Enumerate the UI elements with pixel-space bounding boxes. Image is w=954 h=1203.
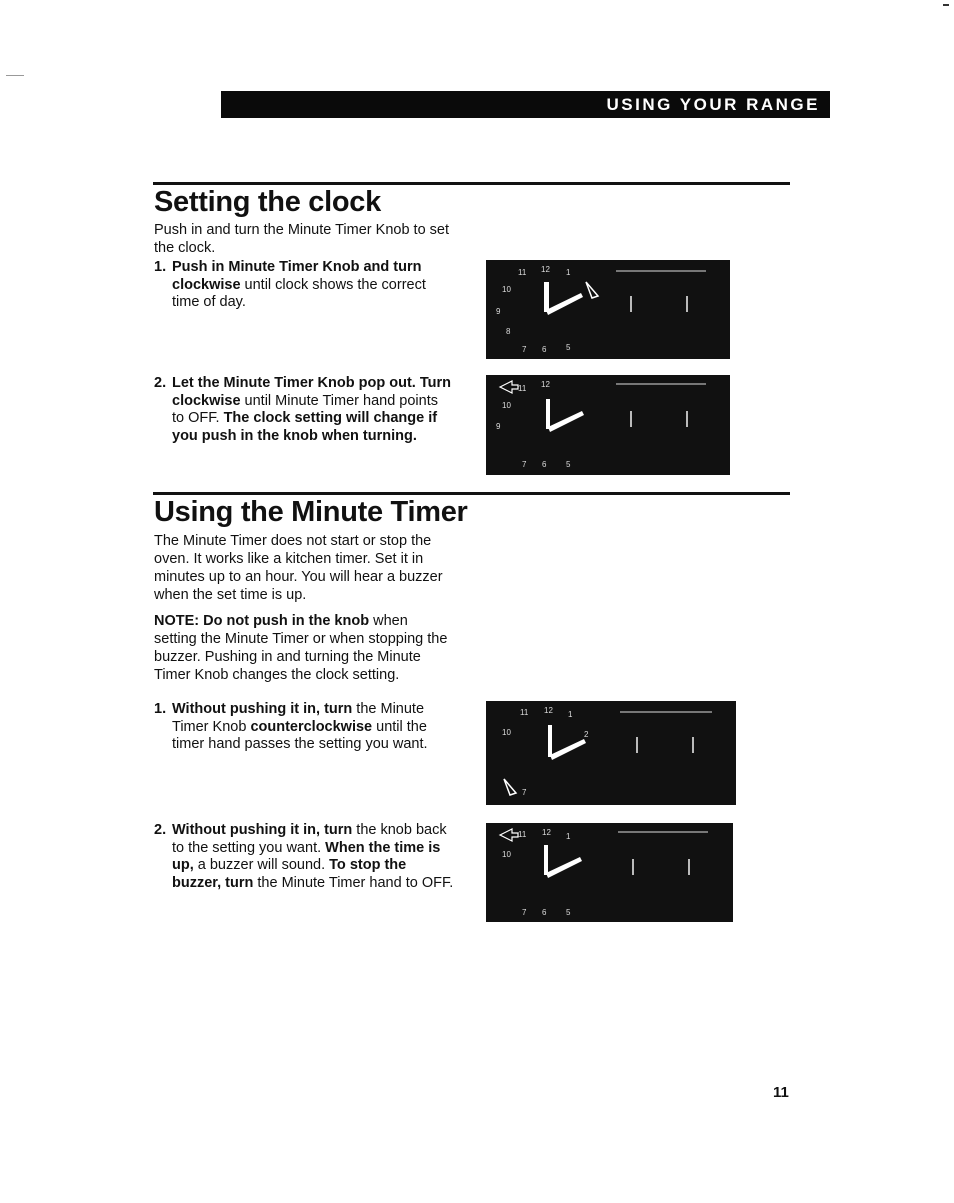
svg-text:6: 6	[542, 460, 547, 469]
svg-text:11: 11	[518, 268, 527, 277]
step-bold-text: Without pushing it in, turn	[172, 822, 353, 838]
svg-text:7: 7	[522, 788, 527, 797]
setting-clock-intro: Push in and turn the Minute Timer Knob to set the clock.	[154, 222, 449, 256]
step-text: a buzzer will sound.	[193, 857, 330, 873]
step-number: 2.	[154, 375, 167, 391]
scan-mark	[6, 75, 24, 76]
svg-text:5: 5	[566, 908, 571, 917]
step-text: until clock shows the correct time of day.	[172, 276, 426, 310]
svg-text:5: 5	[566, 343, 571, 352]
step-number: 1.	[154, 259, 167, 275]
clock-step-2	[154, 375, 454, 444]
section-header-bar	[221, 91, 830, 118]
section-rule	[153, 182, 790, 185]
step-bold-text: The clock setting will change if you push in the knob when turning.	[172, 410, 438, 444]
step-bold-text: Without pushing it in, turn	[172, 701, 353, 717]
svg-text:10: 10	[502, 728, 511, 737]
svg-text:10: 10	[502, 401, 511, 410]
step-bold-text: counterclockwise	[250, 718, 373, 735]
svg-text:12: 12	[544, 706, 553, 715]
step-bold-text: To stop the buzzer, turn	[172, 857, 407, 891]
setting-clock-title: Setting the clock	[154, 186, 381, 218]
page-number: 11	[773, 1084, 789, 1101]
timer-step-2	[154, 822, 454, 891]
svg-text:6: 6	[542, 908, 547, 917]
svg-text:10: 10	[502, 285, 511, 294]
svg-text:2: 2	[584, 730, 589, 739]
svg-text:11: 11	[518, 830, 527, 839]
timer-panel-illustration	[486, 701, 736, 805]
svg-text:1: 1	[566, 832, 571, 841]
svg-text:1: 1	[566, 268, 571, 277]
svg-text:8: 8	[506, 327, 511, 336]
scan-mark	[943, 4, 949, 6]
step-text: the Minute Timer hand to OFF.	[253, 874, 454, 891]
section-header-title: USING YOUR RANGE	[606, 95, 820, 114]
step-text: the Minute Timer Knob	[172, 701, 425, 735]
svg-text:11: 11	[518, 384, 527, 393]
svg-text:12: 12	[542, 828, 551, 837]
timer-dial-svg	[486, 823, 733, 922]
svg-text:11: 11	[520, 708, 529, 717]
note-text: when setting the Minute Timer or when stopping the buzzer. Pushing in and turning the Minute Timer Knob changes the clock setting.	[154, 613, 448, 683]
minute-timer-title: Using the Minute Timer	[154, 496, 468, 528]
clock-panel-illustration	[486, 260, 730, 359]
section-rule	[153, 492, 790, 495]
step-number: 1.	[154, 701, 167, 717]
svg-text:9: 9	[496, 422, 501, 431]
svg-text:12: 12	[541, 265, 550, 274]
minute-timer-intro: The Minute Timer does not start or stop the oven. It works like a kitchen timer. Set it in minutes up to an hour. You will hear a buzzer when the set time is up.	[154, 533, 443, 603]
minute-timer-note	[154, 612, 454, 684]
clock-dial-svg	[486, 375, 730, 475]
step-bold-text: Push in Minute Timer Knob and turn clockwise	[172, 259, 422, 293]
step-bold-text: When the time is up,	[172, 839, 441, 873]
clock-step-1	[154, 259, 454, 310]
clock-panel-illustration	[486, 375, 730, 475]
timer-step-1	[154, 701, 454, 752]
svg-text:10: 10	[502, 850, 511, 859]
svg-text:12: 12	[541, 380, 550, 389]
svg-text:5: 5	[566, 460, 571, 469]
step-text: until Minute Timer hand points to OFF.	[172, 392, 438, 426]
timer-dial-svg	[486, 701, 736, 805]
step-bold-text: Let the Minute Timer Knob pop out. Turn clockwise	[172, 375, 451, 409]
svg-text:1: 1	[568, 710, 573, 719]
timer-panel-illustration	[486, 823, 733, 922]
svg-text:7: 7	[522, 908, 527, 917]
svg-text:7: 7	[522, 345, 527, 354]
step-text: until the timer hand passes the setting you want.	[172, 718, 428, 752]
clock-dial-svg	[486, 260, 730, 359]
step-text: the knob back to the setting you want.	[172, 822, 447, 856]
svg-text:9: 9	[496, 307, 501, 316]
svg-text:7: 7	[522, 460, 527, 469]
step-number: 2.	[154, 822, 167, 838]
note-bold-text: NOTE: Do not push in the knob	[154, 613, 370, 629]
svg-text:6: 6	[542, 345, 547, 354]
